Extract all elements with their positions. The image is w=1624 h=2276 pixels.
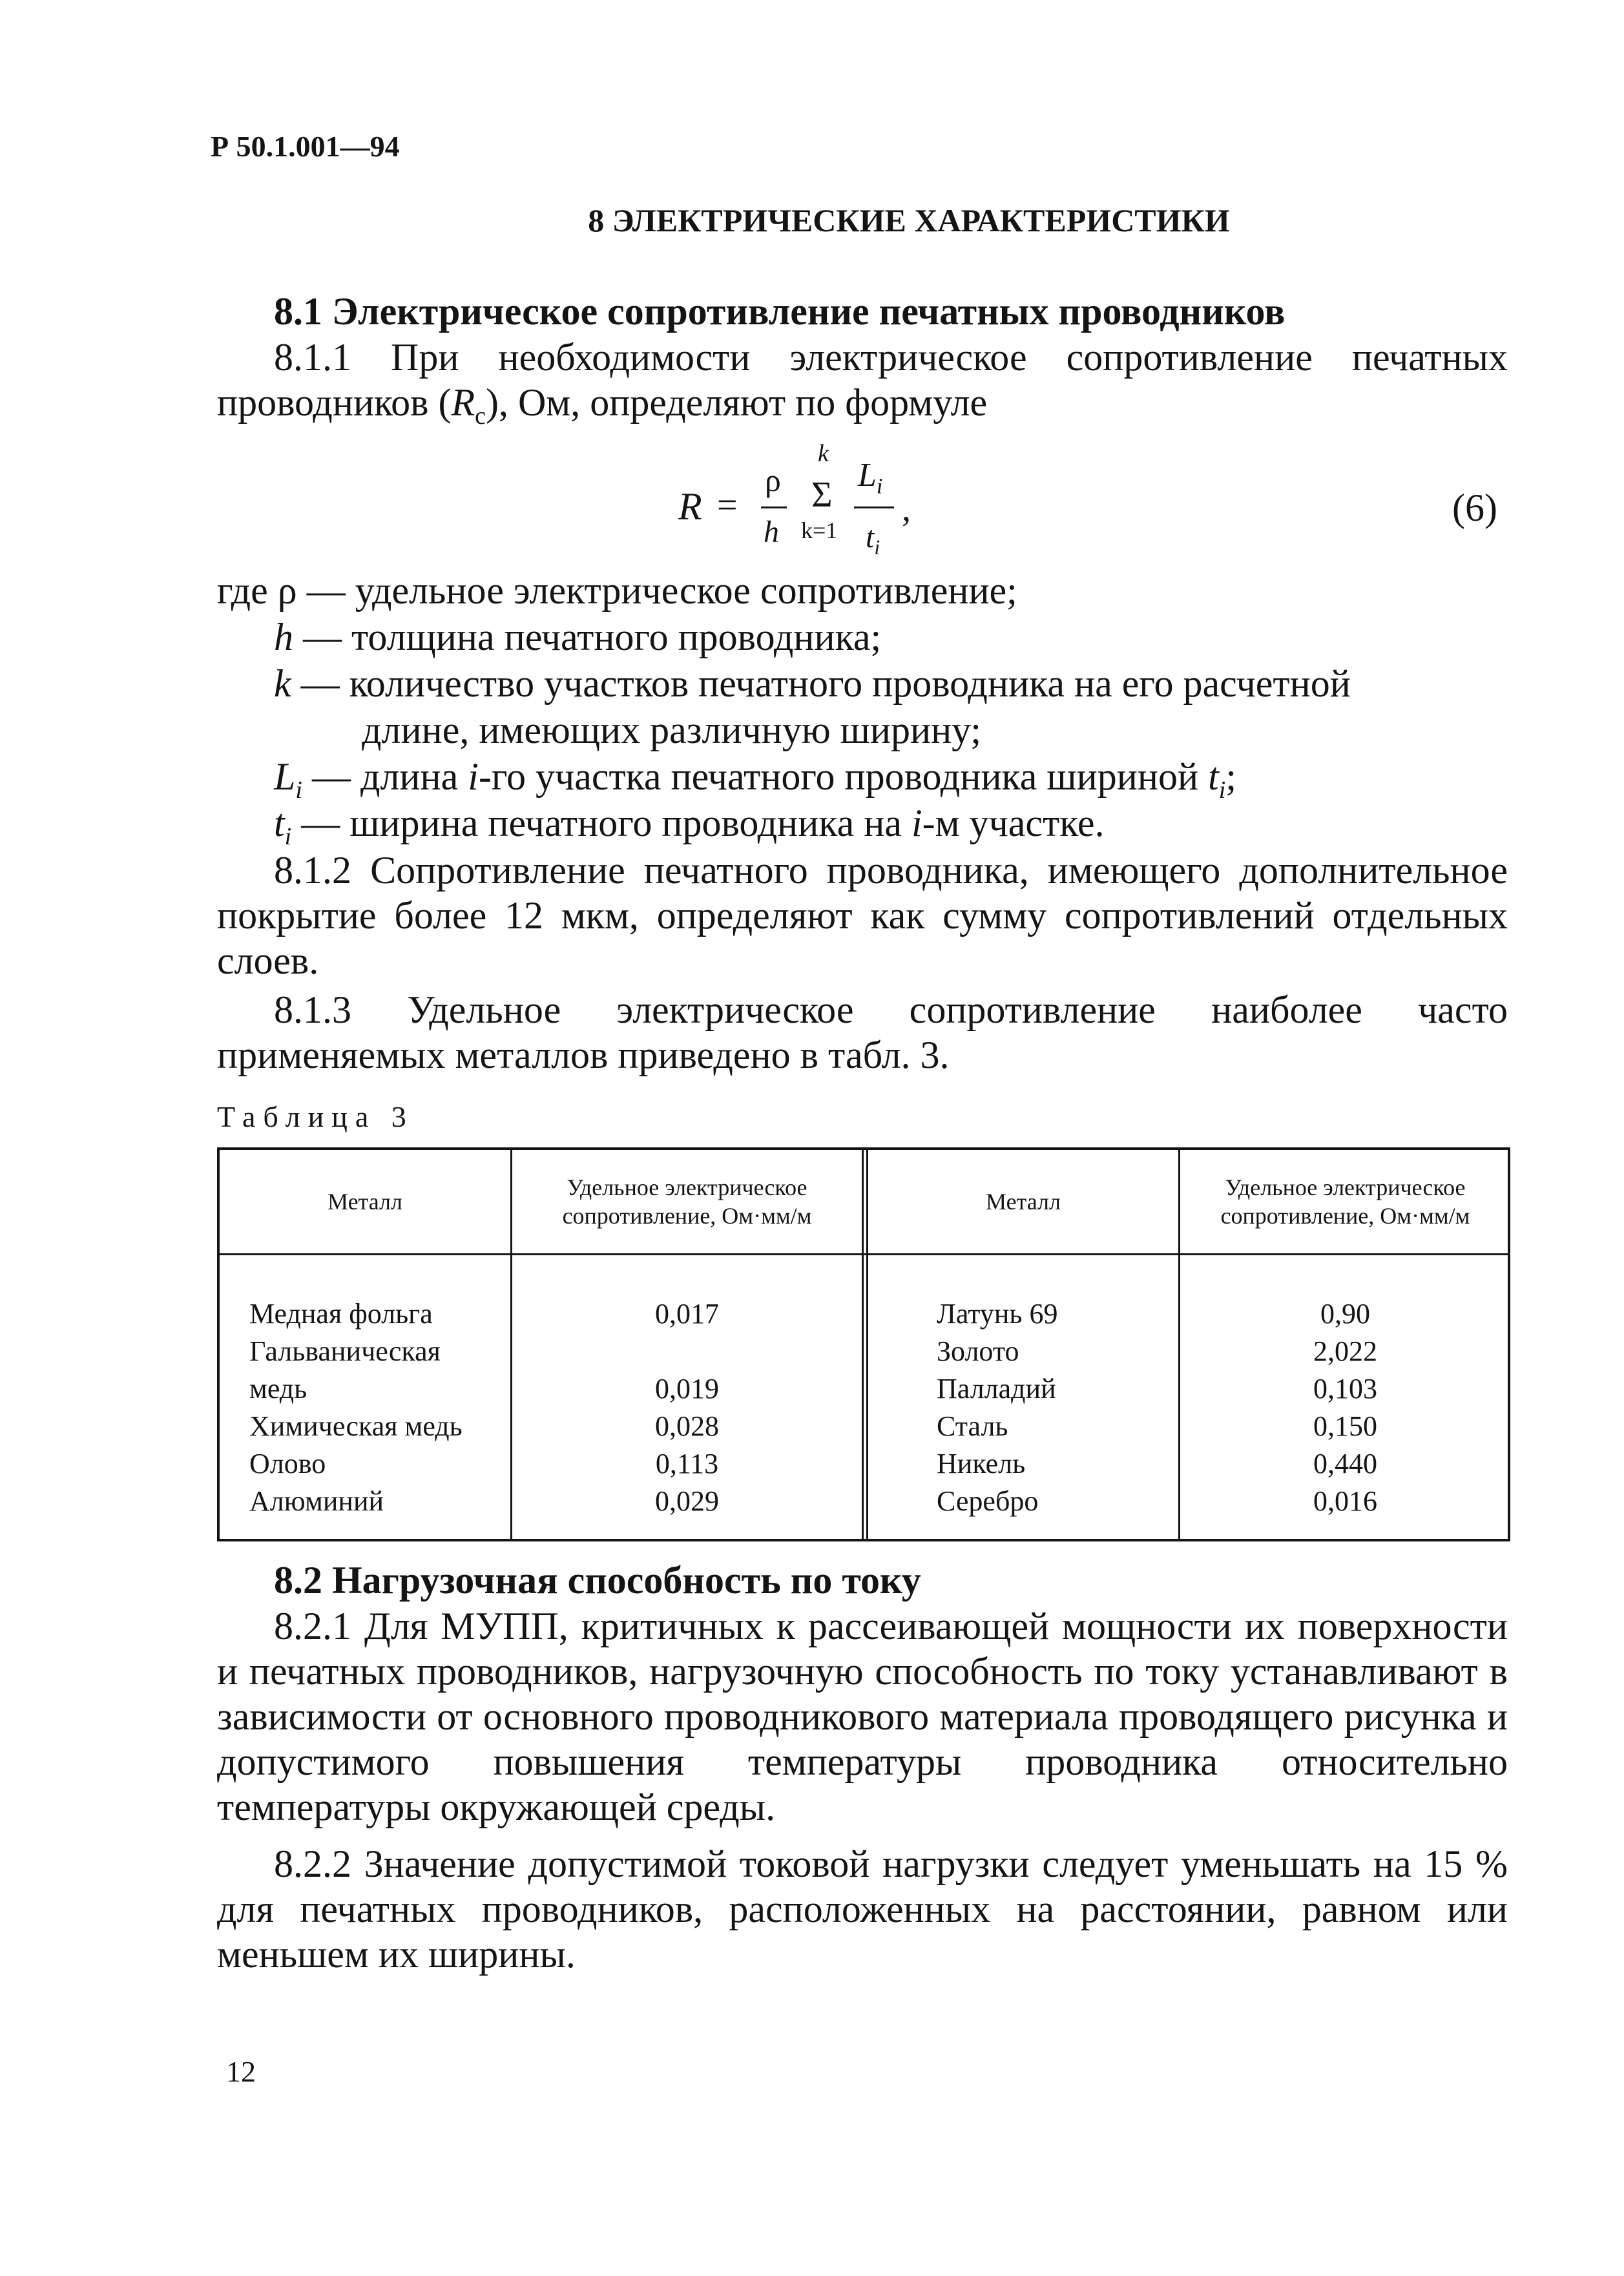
where-k: k — количество участков печатного проводника на его расчетной bbox=[274, 662, 1351, 705]
formula-rho: ρ bbox=[765, 462, 781, 498]
table-header-resistivity-right: Удельное электрическое сопротивление, Ом·мм/м bbox=[1220, 1175, 1470, 1229]
table-cell: 0,029 bbox=[655, 1485, 719, 1517]
right-values-column bbox=[1180, 1295, 1510, 1520]
table-cell: Никель bbox=[937, 1448, 1026, 1479]
paragraph-8-1-3: 8.1.3 Удельное электрическое сопротивление наиболее часто применяемых металлов приведено в табл. 3. bbox=[217, 988, 1508, 1076]
left-values-column bbox=[512, 1295, 862, 1520]
table-cell: Гальваническая bbox=[249, 1335, 441, 1367]
formula-sigma: Σ bbox=[811, 475, 833, 515]
where-rho: где ρ — удельное электрическое сопротивление; bbox=[217, 569, 1017, 612]
formula-comma: , bbox=[902, 489, 911, 529]
table-cell: 0,016 bbox=[1313, 1485, 1377, 1517]
table-cell: медь bbox=[249, 1373, 307, 1404]
where-L: $L_i$ — длина i-го участка печатного проводника шириной $t_i$; bbox=[274, 755, 1236, 804]
where-h: h — толщина печатного проводника; bbox=[274, 616, 882, 658]
table-cell: 0,440 bbox=[1313, 1448, 1377, 1479]
table-cell: 0,113 bbox=[655, 1448, 719, 1479]
table-cell: Олово bbox=[249, 1448, 326, 1479]
formula-t: $t_i$ bbox=[866, 520, 880, 559]
table-caption: Таблица 3 bbox=[217, 1100, 414, 1133]
subsection-heading-8-2: 8.2 Нагрузочная способность по току bbox=[274, 1559, 921, 1602]
table-cell: 0,150 bbox=[1313, 1410, 1377, 1442]
formula-equals: = bbox=[717, 485, 738, 525]
table-cell: Палладий bbox=[937, 1373, 1056, 1404]
table-cell: 0,103 bbox=[1313, 1373, 1377, 1404]
paragraph-8-2-2: 8.2.2 Значение допустимой токовой нагрузки следует уменьшать на 15 % для печатных проводников, расположенных на расстоянии, равном или меньшем их ширины. bbox=[217, 1843, 1508, 1976]
table-header-rule bbox=[220, 1253, 1508, 1255]
document-code: Р 50.1.001—94 bbox=[211, 130, 400, 163]
table-cell: Сталь bbox=[937, 1410, 1008, 1442]
page-number: 12 bbox=[226, 2055, 256, 2088]
formula-h: h bbox=[764, 515, 779, 549]
fraction-bar-2 bbox=[854, 506, 894, 508]
table-cell: Химическая медь bbox=[249, 1410, 463, 1442]
equation-number: (6) bbox=[1452, 486, 1497, 529]
formula-lhs: R bbox=[678, 485, 702, 528]
table-cell: 2,022 bbox=[1313, 1335, 1377, 1367]
table-cell: 0,019 bbox=[655, 1373, 719, 1404]
formula-6 bbox=[678, 440, 937, 569]
formula-L: $L_i$ bbox=[858, 457, 883, 499]
table-cell: Алюминий bbox=[249, 1485, 384, 1517]
where-t: $t_i$ — ширина печатного проводника на i-м участке. bbox=[274, 802, 1105, 850]
paragraph-8-1-2: 8.1.2 Сопротивление печатного проводника, имеющего дополнительное покрытие более 12 мкм, определяют как сумму сопротивлений отдельных слоев. bbox=[217, 849, 1508, 982]
table-header-resistivity-left: Удельное электрическое сопротивление, Ом·мм/м bbox=[562, 1175, 812, 1229]
subsection-heading-8-1: 8.1 Электрическое сопротивление печатных проводников bbox=[274, 290, 1286, 333]
table-cell: 0,028 bbox=[655, 1410, 719, 1442]
table-header-metal-left: Металл bbox=[328, 1189, 402, 1215]
table-cell: 0,90 bbox=[1320, 1298, 1370, 1330]
table-header-metal-right: Металл bbox=[986, 1189, 1061, 1215]
table-cell: 0,017 bbox=[655, 1298, 719, 1330]
formula-sum-bottom: k=1 bbox=[801, 517, 838, 543]
paragraph-8-1-1: 8.1.1 При необходимости электрическое сопротивление печатных проводников $(R_c)$, Ом, определяют по формуле bbox=[217, 336, 1508, 430]
where-k-continuation: длине, имеющих различную ширину; bbox=[362, 709, 982, 751]
metals-resistivity-table bbox=[217, 1147, 1510, 1541]
table-cell: Латунь 69 bbox=[937, 1298, 1058, 1330]
left-metals-column bbox=[249, 1295, 463, 1520]
fraction-bar-1 bbox=[761, 506, 787, 508]
table-cell: Серебро bbox=[937, 1485, 1039, 1517]
table-cell: Медная фольга bbox=[249, 1298, 433, 1330]
table-double-divider bbox=[862, 1150, 868, 1539]
paragraph-8-2-1: 8.2.1 Для МУПП, критичных к рассеивающей мощности их поверхности и печатных проводников, нагрузочную способность по току устанавливают в зависимости от основного проводникового материала проводящего рисунка и допустимого повышения температуры проводника относительно температуры окружающей среды. bbox=[217, 1605, 1508, 1828]
table-cell: Золото bbox=[937, 1335, 1019, 1367]
formula-sum-top: k bbox=[818, 440, 829, 467]
section-title: 8 ЭЛЕКТРИЧЕСКИЕ ХАРАКТЕРИСТИКИ bbox=[588, 202, 1230, 238]
right-metals-column bbox=[937, 1295, 1058, 1520]
table-cell bbox=[512, 1333, 862, 1370]
